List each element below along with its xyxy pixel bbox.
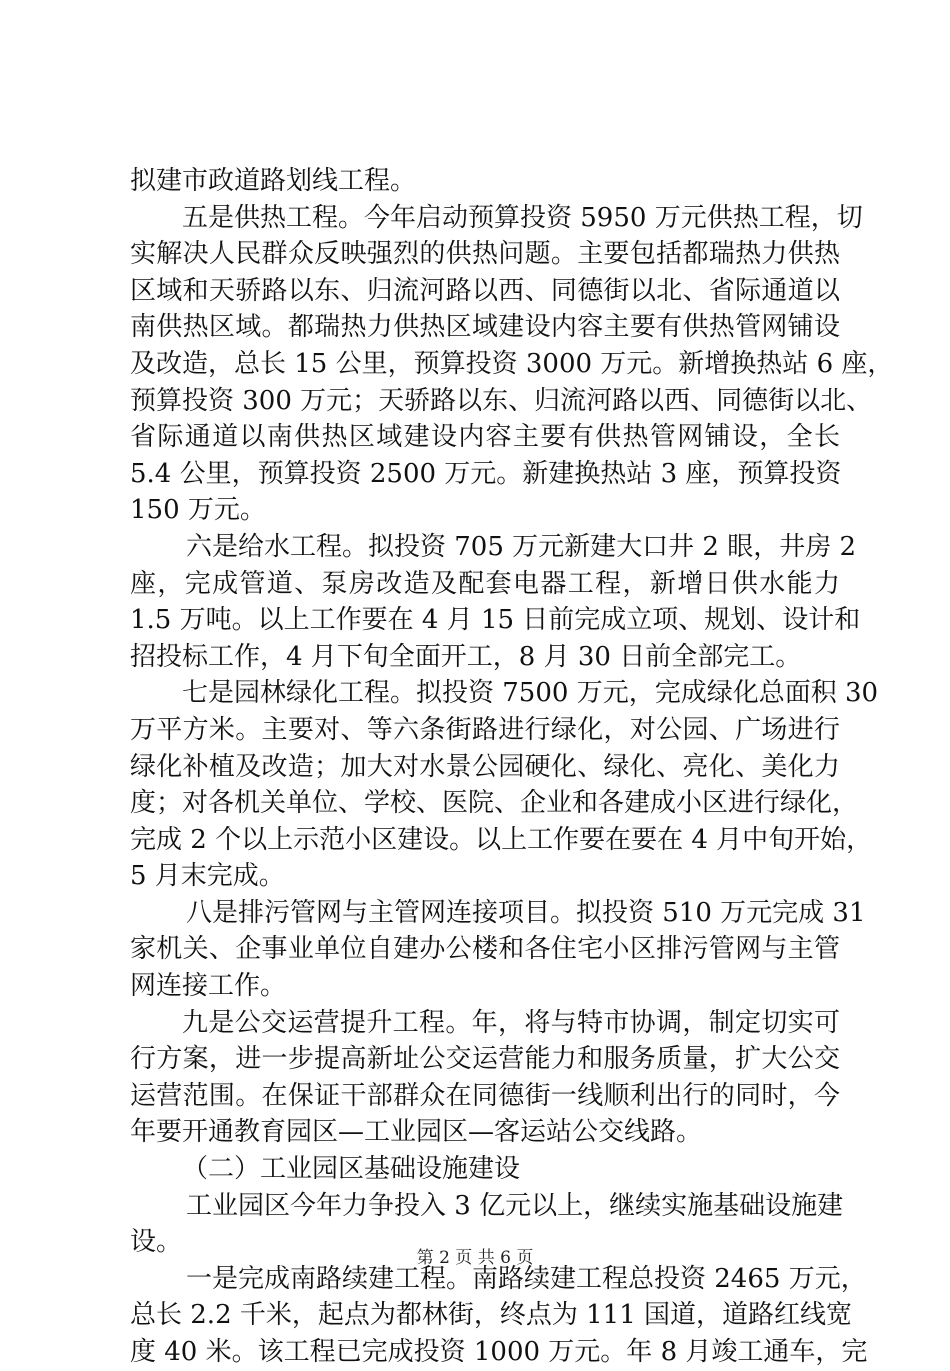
text-line: 招投标工作，4 月下旬全面开工，8 月 30 日前全部完工。 — [130, 641, 802, 672]
text-line: 万平方米。主要对、等六条街路进行绿化，对公园、广场进行 — [130, 714, 840, 745]
text-line: 度；对各机关单位、学校、医院、企业和各建成小区进行绿化， — [130, 788, 859, 819]
text-line: 行方案，进一步提高新址公交运营能力和服务质量，扩大公交 — [130, 1044, 840, 1075]
text-line: 五是供热工程。今年启动预算投资 5950 万元供热工程，切 — [182, 202, 863, 233]
text-line: 网连接工作。 — [130, 971, 287, 1002]
text-line: 绿化补植及改造；加大对水景公园硬化、绿化、亮化、美化力 — [130, 751, 840, 782]
text-line: 度 40 米。该工程已完成投资 1000 万元。年 8 月竣工通车，完 — [130, 1337, 868, 1367]
text-line: 七是园林绿化工程。拟投资 7500 万元，完成绿化总面积 30 — [182, 678, 879, 709]
text-line: 5.4 公里，预算投资 2500 万元。新建换热站 3 座，预算投资 — [130, 458, 842, 489]
text-line: 150 万元。 — [130, 495, 266, 526]
text-line: 实解决人民群众反映强烈的供热问题。主要包括都瑞热力供热 — [130, 239, 840, 270]
text-line: 设。 — [130, 1227, 183, 1258]
text-line: 5 月末完成。 — [130, 861, 285, 892]
text-line: 六是给水工程。拟投资 705 万元新建大口井 2 眼，井房 2 — [186, 531, 857, 562]
text-line: 座，完成管道、泵房改造及配套电器工程，新增日供水能力 — [130, 568, 840, 599]
text-line: 八是排污管网与主管网连接项目。拟投资 510 万元完成 31 — [186, 897, 866, 928]
page-footer: 第 2 页 共 6 页 — [416, 1248, 534, 1268]
text-line: 拟建市政道路划线工程。 — [130, 166, 417, 196]
text-line: 南供热区域。都瑞热力供热区域建设内容主要有供热管网铺设 — [130, 312, 840, 343]
text-line: 工业园区今年力争投入 3 亿元以上，继续实施基础设施建 — [186, 1190, 844, 1221]
text-line: 完成 2 个以上示范小区建设。以上工作要在要在 4 月中旬开始， — [130, 824, 873, 855]
text-line: （二）工业园区基础设施建设 — [182, 1154, 521, 1185]
text-line: 总长 2.2 千米，起点为都林街，终点为 111 国道，道路红线宽 — [130, 1300, 853, 1331]
text-line: 家机关、企事业单位自建办公楼和各住宅小区排污管网与主管 — [130, 934, 840, 965]
text-line: 年要开通教育园区—工业园区—客运站公交线路。 — [130, 1117, 703, 1148]
text-line: 运营范围。在保证干部群众在同德街一线顺利出行的同时，今 — [130, 1080, 840, 1111]
text-line: 省际通道以南供热区域建设内容主要有供热管网铺设，全长 — [130, 422, 840, 453]
text-line: 及改造，总长 15 公里，预算投资 3000 万元。新增换热站 6 座， — [130, 348, 894, 379]
document-body — [130, 163, 894, 1371]
text-line: 一是完成南路续建工程。南路续建工程总投资 2465 万元， — [186, 1263, 867, 1294]
text-line: 九是公交运营提升工程。年，将与特市协调，制定切实可 — [182, 1007, 840, 1038]
text-line: 预算投资 300 万元；天骄路以东、归流河路以西、同德街以北、 — [130, 385, 873, 416]
text-line: 1.5 万吨。以上工作要在 4 月 15 日前完成立项、规划、设计和 — [130, 605, 861, 636]
text-line: 区域和天骄路以东、归流河路以西、同德街以北、省际通道以 — [130, 275, 840, 306]
